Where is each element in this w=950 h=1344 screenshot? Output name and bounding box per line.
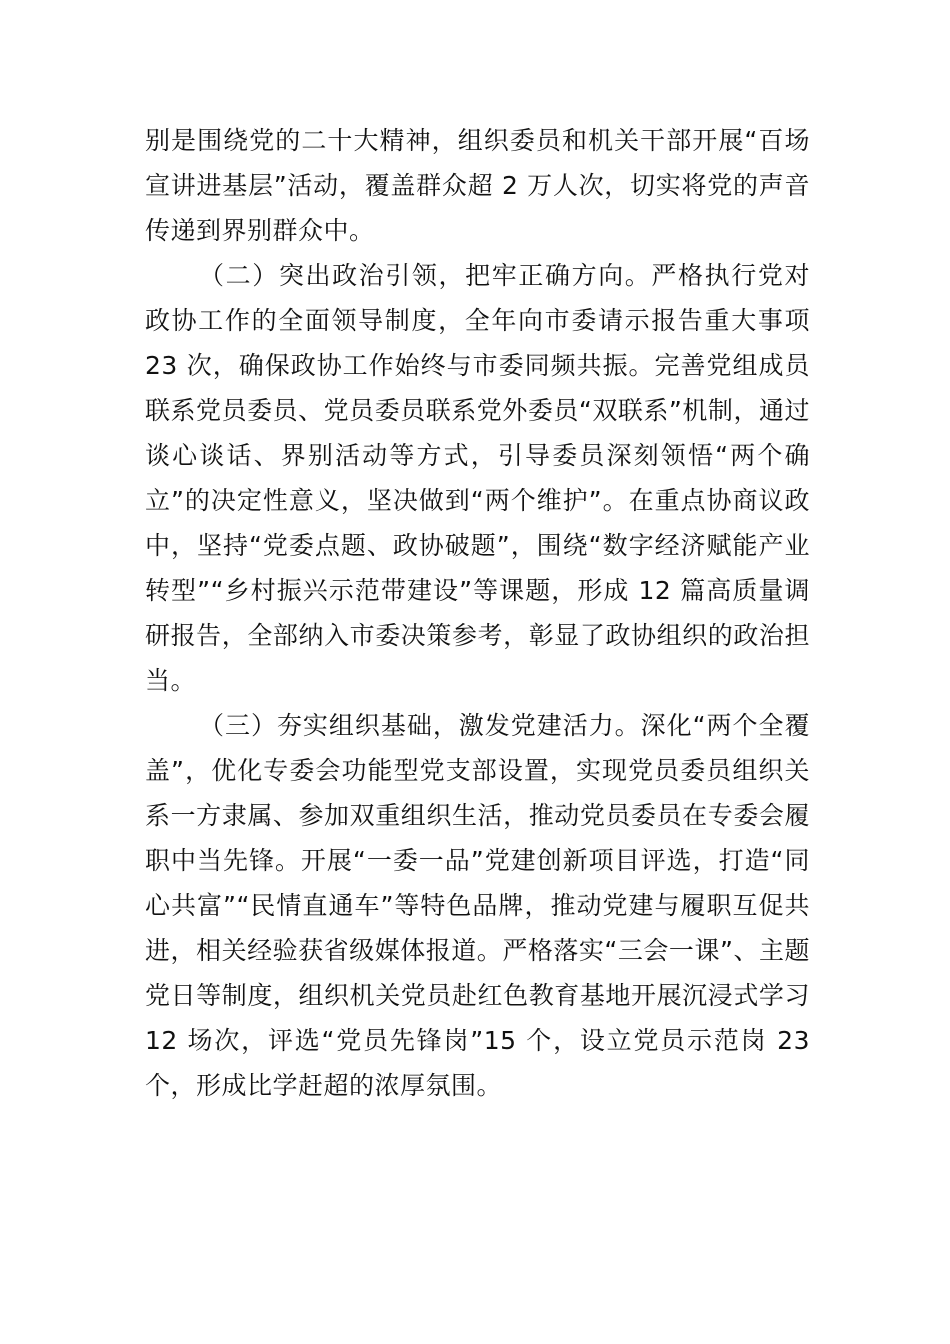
- paragraph-section-3: （三）夯实组织基础，激发党建活力。深化“两个全覆盖”，优化专委会功能型党支部设置，实现党员委员组织关系一方隶属、参加双重组织生活，推动党员委员在专委会履职中当先锋。开展“一委一品”党建创新项目评选，打造“同心共富”“民情直通车”等特色品牌，推动党建与履职互促共进，相关经验获省级媒体报道。严格落实“三会一课”、主题党日等制度，组织机关党员赴红色教育基地开展沉浸式学习 12 场次，评选“党员先锋岗”15 个，设立党员示范岗 23 个，形成比学赶超的浓厚氛围。: [145, 711, 810, 1100]
- paragraph-continuation: 别是围绕党的二十大精神，组织委员和机关干部开展“百场宣讲进基层”活动，覆盖群众超 2 万人次，切实将党的声音传递到界别群众中。: [145, 126, 810, 245]
- body-text: [145, 118, 810, 1108]
- paragraph-section-2: （二）突出政治引领，把牢正确方向。严格执行党对政协工作的全面领导制度，全年向市委请示报告重大事项 23 次，确保政协工作始终与市委同频共振。完善党组成员联系党员委员、党员委员联系党外委员“双联系”机制，通过谈心谈话、界别活动等方式，引导委员深刻领悟“两个确立”的决定性意义，坚决做到“两个维护”。在重点协商议政中，坚持“党委点题、政协破题”，围绕“数字经济赋能产业转型”“乡村振兴示范带建设”等课题，形成 12 篇高质量调研报告，全部纳入市委决策参考，彰显了政协组织的政治担当。: [145, 261, 810, 695]
